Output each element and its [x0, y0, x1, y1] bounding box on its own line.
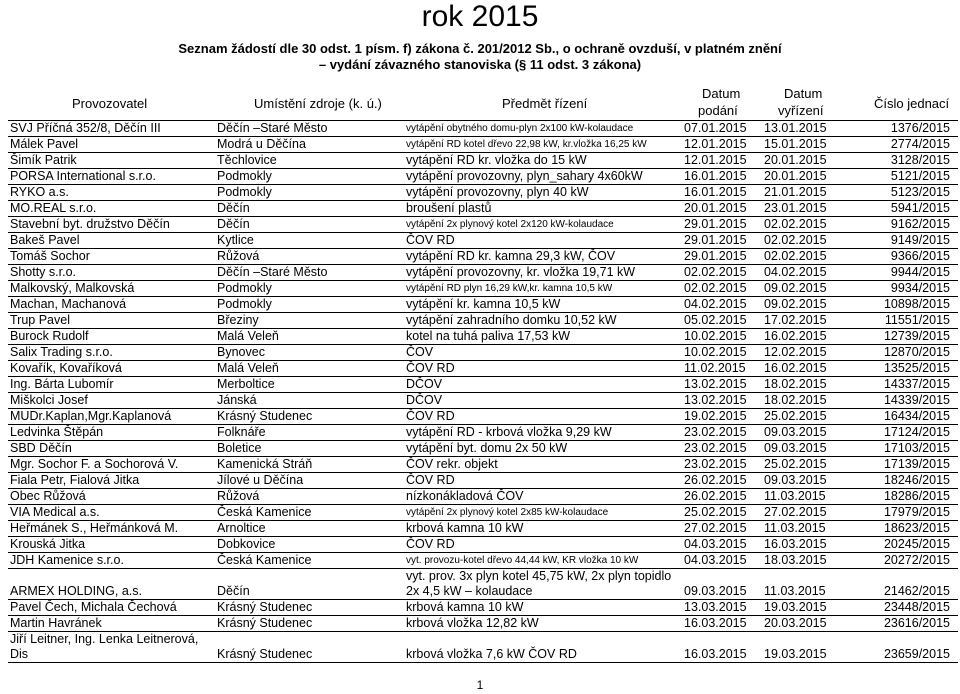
cell-provozovatel: Stavební byt. družstvo Děčín — [8, 217, 215, 233]
cell-predmet: vytápění RD kotel dřevo 22,98 kW, kr.vložka 16,25 kW — [404, 137, 682, 153]
cell-provozovatel: Malkovský, Malkovská — [8, 281, 215, 297]
cell-datum-vyrizeni: 09.03.2015 — [762, 425, 842, 441]
cell-cislo-jednaci: 17979/2015 — [842, 505, 958, 521]
cell-umisteni: Děčín –Staré Město — [215, 121, 404, 137]
table-row — [8, 265, 958, 281]
cell-datum-vyrizeni: 25.02.2015 — [762, 457, 842, 473]
cell-provozovatel: Pavel Čech, Michala Čechová — [8, 600, 215, 616]
cell-predmet: vytápění provozovny, kr. vložka 19,71 kW — [404, 265, 682, 281]
cell-datum-vyrizeni: 09.02.2015 — [762, 297, 842, 313]
table-row — [8, 521, 958, 537]
cell-datum-vyrizeni: 25.02.2015 — [762, 409, 842, 425]
header-datum-vyrizeni-1: Datum — [784, 86, 823, 101]
cell-datum-podani: 26.02.2015 — [682, 473, 762, 489]
cell-umisteni: Arnoltice — [215, 521, 404, 537]
table-row — [8, 616, 958, 632]
cell-datum-vyrizeni: 23.01.2015 — [762, 201, 842, 217]
cell-datum-vyrizeni: 19.03.2015 — [762, 600, 842, 616]
cell-umisteni: Česká Kamenice — [215, 553, 404, 569]
table-row — [8, 377, 958, 393]
cell-predmet: vytápění RD - krbová vložka 9,29 kW — [404, 425, 682, 441]
cell-datum-vyrizeni: 16.02.2015 — [762, 361, 842, 377]
header-umisteni: Umístění zdroje (k. ú.) — [254, 96, 382, 111]
cell-datum-podani: 26.02.2015 — [682, 489, 762, 505]
table-row — [8, 393, 958, 409]
cell-predmet: krbová kamna 10 kW — [404, 600, 682, 616]
cell-predmet: ČOV — [404, 345, 682, 361]
cell-datum-podani: 20.01.2015 — [682, 201, 762, 217]
cell-datum-podani: 23.02.2015 — [682, 441, 762, 457]
cell-predmet: vytápění RD kr. vložka do 15 kW — [404, 153, 682, 169]
cell-datum-vyrizeni: 09.03.2015 — [762, 441, 842, 457]
cell-predmet: ČOV rekr. objekt — [404, 457, 682, 473]
cell-datum-podani: 16.03.2015 — [682, 616, 762, 632]
cell-predmet: ČOV RD — [404, 473, 682, 489]
table-row — [8, 425, 958, 441]
cell-umisteni: Dobkovice — [215, 537, 404, 553]
cell-cislo-jednaci: 9162/2015 — [842, 217, 958, 233]
table-row — [8, 137, 958, 153]
cell-provozovatel: Šimík Patrik — [8, 153, 215, 169]
cell-provozovatel: Ing. Bárta Lubomír — [8, 377, 215, 393]
cell-provozovatel: MUDr.Kaplan,Mgr.Kaplanová — [8, 409, 215, 425]
cell-provozovatel: Miškolci Josef — [8, 393, 215, 409]
cell-datum-podani: 13.02.2015 — [682, 377, 762, 393]
cell-cislo-jednaci: 13525/2015 — [842, 361, 958, 377]
cell-umisteni: Malá Veleň — [215, 329, 404, 345]
cell-datum-podani: 25.02.2015 — [682, 505, 762, 521]
page-number: 1 — [476, 678, 484, 692]
cell-datum-vyrizeni: 16.02.2015 — [762, 329, 842, 345]
subtitle-line-2: – vydání závazného stanoviska (§ 11 odst. 3 zákona) — [318, 57, 642, 72]
cell-datum-vyrizeni: 20.03.2015 — [762, 616, 842, 632]
cell-provozovatel: ARMEX HOLDING, a.s. — [8, 569, 215, 600]
table-row — [8, 569, 958, 600]
cell-umisteni: Březiny — [215, 313, 404, 329]
cell-provozovatel: RYKO a.s. — [8, 185, 215, 201]
cell-cislo-jednaci: 17103/2015 — [842, 441, 958, 457]
requests-table-body — [8, 121, 958, 663]
cell-datum-vyrizeni: 02.02.2015 — [762, 233, 842, 249]
cell-provozovatel: Burock Rudolf — [8, 329, 215, 345]
cell-datum-vyrizeni: 09.03.2015 — [762, 473, 842, 489]
cell-cislo-jednaci: 12870/2015 — [842, 345, 958, 361]
table-row — [8, 457, 958, 473]
cell-datum-vyrizeni: 12.02.2015 — [762, 345, 842, 361]
cell-umisteni: Merboltice — [215, 377, 404, 393]
cell-predmet: nízkonákladová ČOV — [404, 489, 682, 505]
cell-datum-vyrizeni: 11.03.2015 — [762, 521, 842, 537]
cell-datum-vyrizeni: 17.02.2015 — [762, 313, 842, 329]
cell-datum-vyrizeni: 18.03.2015 — [762, 553, 842, 569]
cell-datum-podani: 02.02.2015 — [682, 265, 762, 281]
cell-provozovatel: SBD Děčín — [8, 441, 215, 457]
cell-cislo-jednaci: 9944/2015 — [842, 265, 958, 281]
cell-predmet: krbová kamna 10 kW — [404, 521, 682, 537]
cell-cislo-jednaci: 17124/2015 — [842, 425, 958, 441]
cell-datum-podani: 11.02.2015 — [682, 361, 762, 377]
cell-provozovatel: Mgr. Sochor F. a Sochorová V. — [8, 457, 215, 473]
table-row — [8, 345, 958, 361]
cell-umisteni: Podmokly — [215, 297, 404, 313]
cell-predmet: vytápění 2x plynový kotel 2x85 kW-kolaudace — [404, 505, 682, 521]
cell-provozovatel: Martin Havránek — [8, 616, 215, 632]
cell-predmet: vytápění RD kr. kamna 29,3 kW, ČOV — [404, 249, 682, 265]
cell-provozovatel: SVJ Příčná 352/8, Děčín III — [8, 121, 215, 137]
cell-datum-podani: 13.02.2015 — [682, 393, 762, 409]
cell-cislo-jednaci: 5941/2015 — [842, 201, 958, 217]
header-datum-podani-1: Datum — [702, 86, 741, 101]
cell-datum-podani: 09.03.2015 — [682, 569, 762, 600]
cell-cislo-jednaci: 17139/2015 — [842, 457, 958, 473]
cell-cislo-jednaci: 14337/2015 — [842, 377, 958, 393]
cell-datum-podani: 12.01.2015 — [682, 137, 762, 153]
cell-umisteni: Česká Kamenice — [215, 505, 404, 521]
cell-cislo-jednaci: 9366/2015 — [842, 249, 958, 265]
cell-predmet: ČOV RD — [404, 409, 682, 425]
cell-umisteni: Podmokly — [215, 281, 404, 297]
cell-predmet: vytápění 2x plynový kotel 2x120 kW-kolaudace — [404, 217, 682, 233]
table-row — [8, 361, 958, 377]
cell-cislo-jednaci: 16434/2015 — [842, 409, 958, 425]
table-row — [8, 233, 958, 249]
cell-umisteni: Krásný Studenec — [215, 600, 404, 616]
table-row — [8, 169, 958, 185]
cell-umisteni: Děčín –Staré Město — [215, 265, 404, 281]
cell-predmet: krbová vložka 7,6 kW ČOV RD — [404, 632, 682, 663]
cell-umisteni: Děčín — [215, 217, 404, 233]
table-row — [8, 441, 958, 457]
cell-datum-podani: 16.01.2015 — [682, 169, 762, 185]
cell-datum-podani: 29.01.2015 — [682, 233, 762, 249]
cell-datum-podani: 23.02.2015 — [682, 425, 762, 441]
cell-umisteni: Krásný Studenec — [215, 632, 404, 663]
cell-predmet: vytápění obytného domu-plyn 2x100 kW-kolaudace — [404, 121, 682, 137]
cell-datum-vyrizeni: 11.03.2015 — [762, 569, 842, 600]
cell-umisteni: Bynovec — [215, 345, 404, 361]
cell-predmet: ČOV RD — [404, 361, 682, 377]
cell-datum-vyrizeni: 16.03.2015 — [762, 537, 842, 553]
cell-umisteni: Růžová — [215, 249, 404, 265]
cell-predmet: vytápění provozovny, plyn_sahary 4x60kW — [404, 169, 682, 185]
cell-provozovatel: PORSA International s.r.o. — [8, 169, 215, 185]
cell-cislo-jednaci: 20245/2015 — [842, 537, 958, 553]
cell-provozovatel: Salix Trading s.r.o. — [8, 345, 215, 361]
cell-provozovatel: Shotty s.r.o. — [8, 265, 215, 281]
cell-datum-podani: 10.02.2015 — [682, 345, 762, 361]
header-cislo-jednaci: Číslo jednací — [874, 96, 950, 111]
cell-cislo-jednaci: 10898/2015 — [842, 297, 958, 313]
cell-datum-podani: 04.03.2015 — [682, 553, 762, 569]
cell-cislo-jednaci: 18286/2015 — [842, 489, 958, 505]
table-header — [8, 86, 958, 120]
cell-predmet: vytápění RD plyn 16,29 kW,kr. kamna 10,5 kW — [404, 281, 682, 297]
cell-datum-podani: 02.02.2015 — [682, 281, 762, 297]
page-title: rok 2015 — [421, 0, 539, 33]
cell-umisteni: Těchlovice — [215, 153, 404, 169]
cell-predmet: vytápění zahradního domku 10,52 kW — [404, 313, 682, 329]
cell-predmet: vytápění provozovny, plyn 40 kW — [404, 185, 682, 201]
cell-umisteni: Krásný Studenec — [215, 616, 404, 632]
cell-datum-vyrizeni: 27.02.2015 — [762, 505, 842, 521]
table-row — [8, 297, 958, 313]
cell-umisteni: Podmokly — [215, 185, 404, 201]
cell-cislo-jednaci: 5123/2015 — [842, 185, 958, 201]
cell-cislo-jednaci: 14339/2015 — [842, 393, 958, 409]
table-row — [8, 313, 958, 329]
cell-datum-vyrizeni: 20.01.2015 — [762, 153, 842, 169]
table-row — [8, 249, 958, 265]
table-row — [8, 201, 958, 217]
cell-umisteni: Podmokly — [215, 169, 404, 185]
table-row — [8, 281, 958, 297]
subtitle-line-1: Seznam žádostí dle 30 odst. 1 písm. f) zákona č. 201/2012 Sb., o ochraně ovzduší, v platném znění — [178, 41, 782, 56]
table-row — [8, 409, 958, 425]
table-row — [8, 505, 958, 521]
cell-datum-vyrizeni: 02.02.2015 — [762, 249, 842, 265]
requests-table — [8, 121, 958, 663]
cell-datum-podani: 12.01.2015 — [682, 153, 762, 169]
cell-cislo-jednaci: 3128/2015 — [842, 153, 958, 169]
cell-umisteni: Děčín — [215, 201, 404, 217]
cell-predmet: vytápění kr. kamna 10,5 kW — [404, 297, 682, 313]
cell-provozovatel: Málek Pavel — [8, 137, 215, 153]
header-datum-vyrizeni-2: vyřízení — [778, 103, 824, 118]
cell-provozovatel: Heřmánek S., Heřmánková M. — [8, 521, 215, 537]
cell-provozovatel: Jiří Leitner, Ing. Lenka Leitnerová, Dis — [8, 632, 215, 663]
cell-datum-podani: 23.02.2015 — [682, 457, 762, 473]
table-row — [8, 217, 958, 233]
cell-datum-podani: 07.01.2015 — [682, 121, 762, 137]
cell-umisteni: Kamenická Stráň — [215, 457, 404, 473]
cell-cislo-jednaci: 23616/2015 — [842, 616, 958, 632]
cell-cislo-jednaci: 9149/2015 — [842, 233, 958, 249]
cell-umisteni: Jánská — [215, 393, 404, 409]
cell-datum-podani: 10.02.2015 — [682, 329, 762, 345]
table-row — [8, 600, 958, 616]
cell-datum-podani: 19.02.2015 — [682, 409, 762, 425]
cell-predmet: DČOV — [404, 377, 682, 393]
cell-umisteni: Jílové u Děčína — [215, 473, 404, 489]
cell-umisteni: Děčín — [215, 569, 404, 600]
cell-cislo-jednaci: 5121/2015 — [842, 169, 958, 185]
cell-cislo-jednaci: 1376/2015 — [842, 121, 958, 137]
cell-datum-vyrizeni: 15.01.2015 — [762, 137, 842, 153]
table-row — [8, 329, 958, 345]
cell-datum-vyrizeni: 02.02.2015 — [762, 217, 842, 233]
cell-provozovatel: Fiala Petr, Fialová Jitka — [8, 473, 215, 489]
cell-provozovatel: Machan, Machanová — [8, 297, 215, 313]
table-row — [8, 537, 958, 553]
cell-provozovatel: Kovařík, Kovaříková — [8, 361, 215, 377]
cell-datum-vyrizeni: 18.02.2015 — [762, 393, 842, 409]
cell-datum-podani: 16.03.2015 — [682, 632, 762, 663]
cell-datum-podani: 27.02.2015 — [682, 521, 762, 537]
cell-predmet: ČOV RD — [404, 233, 682, 249]
header-datum-podani-2: podání — [698, 103, 738, 118]
cell-umisteni: Folknáře — [215, 425, 404, 441]
cell-cislo-jednaci: 12739/2015 — [842, 329, 958, 345]
table-row — [8, 473, 958, 489]
cell-predmet: vyt. provozu-kotel dřevo 44,44 kW, KR vložka 10 kW — [404, 553, 682, 569]
cell-predmet: ČOV RD — [404, 537, 682, 553]
cell-cislo-jednaci: 20272/2015 — [842, 553, 958, 569]
cell-datum-podani: 29.01.2015 — [682, 249, 762, 265]
table-row — [8, 489, 958, 505]
cell-datum-podani: 29.01.2015 — [682, 217, 762, 233]
cell-datum-podani: 04.03.2015 — [682, 537, 762, 553]
cell-provozovatel: Krouská Jitka — [8, 537, 215, 553]
table-row — [8, 121, 958, 137]
cell-predmet: kotel na tuhá paliva 17,53 kW — [404, 329, 682, 345]
cell-predmet: vyt. prov. 3x plyn kotel 45,75 kW, 2x plyn topidlo 2x 4,5 kW – kolaudace — [404, 569, 682, 600]
cell-cislo-jednaci: 18623/2015 — [842, 521, 958, 537]
cell-cislo-jednaci: 11551/2015 — [842, 313, 958, 329]
cell-datum-vyrizeni: 13.01.2015 — [762, 121, 842, 137]
cell-datum-vyrizeni: 09.02.2015 — [762, 281, 842, 297]
cell-provozovatel: MO.REAL s.r.o. — [8, 201, 215, 217]
cell-umisteni: Růžová — [215, 489, 404, 505]
cell-provozovatel: VIA Medical a.s. — [8, 505, 215, 521]
header-predmet: Předmět řízení — [502, 96, 588, 111]
cell-datum-podani: 05.02.2015 — [682, 313, 762, 329]
cell-cislo-jednaci: 21462/2015 — [842, 569, 958, 600]
header-provozovatel: Provozovatel — [72, 96, 148, 111]
cell-cislo-jednaci: 2774/2015 — [842, 137, 958, 153]
table-row — [8, 632, 958, 663]
cell-cislo-jednaci: 23448/2015 — [842, 600, 958, 616]
cell-predmet: DČOV — [404, 393, 682, 409]
cell-cislo-jednaci: 23659/2015 — [842, 632, 958, 663]
cell-umisteni: Krásný Studenec — [215, 409, 404, 425]
cell-cislo-jednaci: 18246/2015 — [842, 473, 958, 489]
cell-provozovatel: Ledvinka Štěpán — [8, 425, 215, 441]
cell-datum-vyrizeni: 04.02.2015 — [762, 265, 842, 281]
table-row — [8, 553, 958, 569]
table-row — [8, 185, 958, 201]
cell-provozovatel: Bakeš Pavel — [8, 233, 215, 249]
cell-datum-podani: 16.01.2015 — [682, 185, 762, 201]
cell-provozovatel: Tomáš Sochor — [8, 249, 215, 265]
cell-umisteni: Malá Veleň — [215, 361, 404, 377]
cell-datum-vyrizeni: 11.03.2015 — [762, 489, 842, 505]
cell-datum-podani: 13.03.2015 — [682, 600, 762, 616]
cell-datum-vyrizeni: 18.02.2015 — [762, 377, 842, 393]
cell-predmet: vytápění byt. domu 2x 50 kW — [404, 441, 682, 457]
cell-predmet: krbová vložka 12,82 kW — [404, 616, 682, 632]
cell-provozovatel: Obec Růžová — [8, 489, 215, 505]
cell-predmet: broušení plastů — [404, 201, 682, 217]
cell-provozovatel: Trup Pavel — [8, 313, 215, 329]
cell-datum-vyrizeni: 21.01.2015 — [762, 185, 842, 201]
cell-datum-podani: 04.02.2015 — [682, 297, 762, 313]
cell-umisteni: Kytlice — [215, 233, 404, 249]
cell-datum-vyrizeni: 20.01.2015 — [762, 169, 842, 185]
table-row — [8, 153, 958, 169]
cell-umisteni: Modrá u Děčína — [215, 137, 404, 153]
cell-datum-vyrizeni: 19.03.2015 — [762, 632, 842, 663]
cell-cislo-jednaci: 9934/2015 — [842, 281, 958, 297]
cell-provozovatel: JDH Kamenice s.r.o. — [8, 553, 215, 569]
cell-umisteni: Boletice — [215, 441, 404, 457]
